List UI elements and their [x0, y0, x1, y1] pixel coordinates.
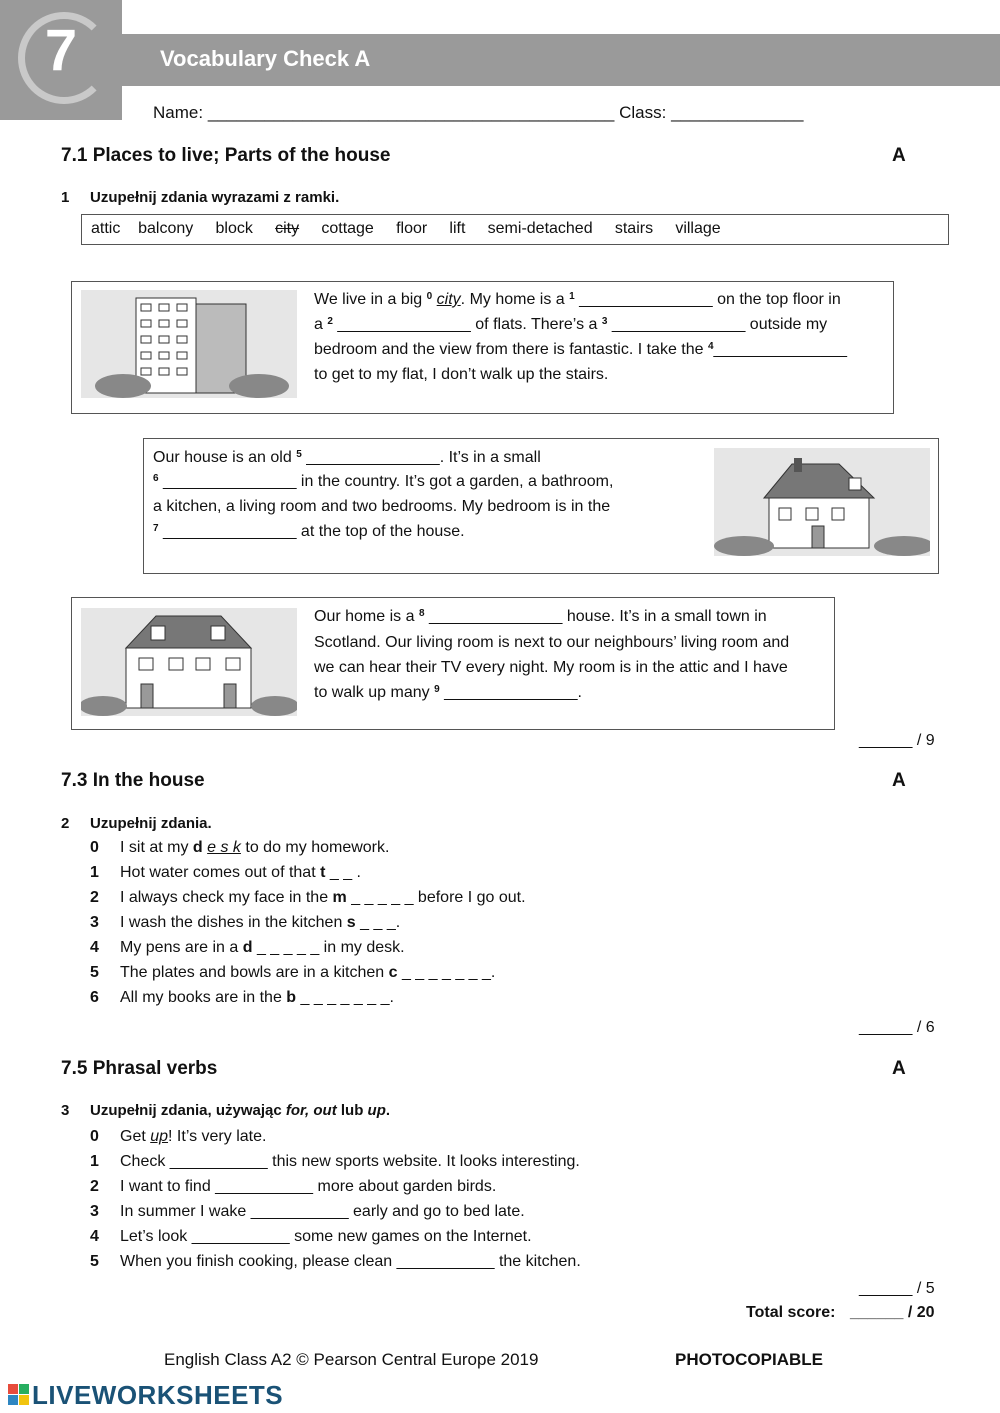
section1-version: A [892, 145, 906, 166]
answer-blank[interactable]: _ _ _ _ _ in my desk. [252, 939, 405, 956]
example-answer: city [436, 291, 461, 308]
answer-blank[interactable]: I want to find ___________ more about garden birds. [120, 1178, 497, 1195]
task3-instruction: Uzupełnij zdania, używając for, out lub up. [90, 1102, 391, 1119]
p2-line4: $^7$ _______________ at the top of the house. [153, 523, 465, 540]
word: village [675, 220, 721, 237]
list-item: 5 When you finish cooking, please clean ___________ the kitchen. [90, 1253, 581, 1270]
p1-line2: a $^2$ _______________ of flats. There’s a $^3$ _______________ outside my [314, 316, 828, 333]
unit-number: 7 [44, 18, 78, 83]
answer-blank[interactable]: Check ___________ this new sports website. It looks interesting. [120, 1153, 580, 1170]
p2-line1: Our house is an old $^5$ _______________. It’s in a small [153, 449, 541, 466]
list-item: 4 Let’s look ___________ some new games on the Internet. [90, 1228, 532, 1245]
p3-line4: to walk up many $^9$ _______________. [314, 684, 582, 701]
name-field[interactable]: ___________________________________________ [207, 103, 615, 122]
task3-number: 3 [61, 1102, 70, 1119]
answer-blank-9[interactable]: _______________. [439, 684, 582, 701]
list-item: 1 Hot water comes out of that t _ _ . [90, 864, 361, 881]
list-item: 6 All my books are in the b _ _ _ _ _ _ _. [90, 989, 394, 1006]
text-box-3 [71, 597, 835, 730]
footer-copyright: English Class A2 © Pearson Central Europe 2019 [164, 1350, 539, 1369]
block-of-flats-illustration [81, 290, 297, 398]
example-answer: up [150, 1128, 169, 1145]
section1-title: 7.1 Places to live; Parts of the house [61, 145, 391, 166]
answer-blank-8[interactable]: _______________ house. It’s in a small town in [424, 608, 767, 625]
answer-blank-1[interactable]: _______________ on the top floor in [574, 291, 841, 308]
answer-blank-5[interactable]: _______________. It’s in a small [301, 449, 541, 466]
word-box [81, 214, 949, 245]
list-item: 4 My pens are in a d _ _ _ _ _ in my desk. [90, 939, 405, 956]
task1-instruction: Uzupełnij zdania wyrazami z ramki. [90, 189, 340, 206]
section3-version: A [892, 1058, 906, 1079]
liveworksheets-brand[interactable]: LIVEWORKSHEETS [32, 1380, 284, 1410]
name-class-row [153, 103, 803, 123]
list-item: 0 I sit at my d e s k to do my homework. [90, 839, 390, 856]
word-example: city [275, 220, 300, 237]
p3-line2: Scotland. Our living room is next to our neighbours’ living room and [314, 634, 790, 651]
section3-score: ______ / 5 [859, 1280, 935, 1297]
answer-blank-2[interactable]: _______________ of flats. There’s a [332, 316, 602, 333]
list-item: 2 I always check my face in the m _ _ _ _ _ before I go out. [90, 889, 526, 906]
class-label: Class: [619, 103, 667, 122]
p1-line3: bedroom and the view from there is fantastic. I take the $^4$_______________ [314, 341, 848, 358]
answer-blank[interactable]: _ _ _. [355, 914, 401, 931]
task2-instruction: Uzupełnij zdania. [90, 815, 212, 832]
total-score-label: Total score: [746, 1304, 836, 1321]
class-field[interactable]: ______________ [671, 103, 804, 122]
word: balcony [138, 220, 194, 237]
text-box-1 [71, 281, 894, 414]
answer-blank[interactable]: In summer I wake ___________ early and go to bed late. [120, 1203, 525, 1220]
section2-score: ______ / 6 [859, 1019, 935, 1036]
name-label: Name: [153, 103, 204, 122]
answer-blank[interactable]: Let’s look ___________ some new games on the Internet. [120, 1228, 532, 1245]
text-box-2 [143, 438, 939, 574]
p2-line2: $^6$ _______________ in the country. It’s got a garden, a bathroom, [153, 473, 614, 490]
section1-score: ______ / 9 [859, 732, 935, 749]
word: cottage [321, 220, 374, 237]
answer-blank-7[interactable]: _______________ at the top of the house. [158, 523, 465, 540]
unit-badge [0, 0, 122, 120]
p1-line1: We live in a big $^0$ city. My home is a $^1$ _______________ on the top floor in [314, 291, 841, 308]
list-item: 3 In summer I wake ___________ early and go to bed late. [90, 1203, 525, 1220]
liveworksheets-logo-icon [8, 1384, 30, 1406]
p3-line1: Our home is a $^8$ _______________ house. It’s in a small town in [314, 608, 767, 625]
footer-photocopiable: PHOTOCOPIABLE [675, 1350, 823, 1369]
answer-blank[interactable]: When you finish cooking, please clean ___________ the kitchen. [120, 1253, 581, 1270]
p1-line4: to get to my flat, I don’t walk up the stairs. [314, 366, 609, 383]
word: block [215, 220, 253, 237]
answer-blank[interactable]: _ _ _ _ _ _ _. [397, 964, 496, 981]
list-item: 1 Check ___________ this new sports website. It looks interesting. [90, 1153, 580, 1170]
word: stairs [614, 220, 654, 237]
answer-blank-6[interactable]: _______________ in the country. It’s got a garden, a bathroom, [158, 473, 614, 490]
task1-number: 1 [61, 189, 70, 206]
total-score: ______ / 20 [850, 1304, 935, 1321]
word: lift [449, 220, 466, 237]
answer-blank[interactable]: _ _ _ _ _ _ _. [296, 989, 394, 1006]
p2-line3: a kitchen, a living room and two bedrooms. My bedroom is in the [153, 498, 611, 515]
answer-blank-3[interactable]: _______________ outside my [607, 316, 828, 333]
word-box-words [91, 219, 721, 239]
section3-title: 7.5 Phrasal verbs [61, 1058, 218, 1079]
section2-version: A [892, 770, 906, 791]
answer-blank-4[interactable]: _______________ [713, 341, 848, 358]
semi-detached-house-illustration [81, 608, 297, 716]
word: floor [396, 220, 428, 237]
answer-blank[interactable]: _ _ _ _ _ before I go out. [346, 889, 526, 906]
cottage-illustration [714, 448, 930, 556]
page-title: Vocabulary Check A [160, 46, 371, 71]
p3-line3: we can hear their TV every night. My room is in the attic and I have [314, 659, 788, 676]
section2-title: 7.3 In the house [61, 770, 205, 791]
answer-blank[interactable]: _ _ . [325, 864, 361, 881]
list-item: 2 I want to find ___________ more about garden birds. [90, 1178, 497, 1195]
list-item: 3 I wash the dishes in the kitchen s _ _ _. [90, 914, 401, 931]
title-bar [122, 34, 1000, 86]
task2-number: 2 [61, 815, 70, 832]
list-item: 5 The plates and bowls are in a kitchen c _ _ _ _ _ _ _. [90, 964, 496, 981]
word: semi-detached [487, 220, 593, 237]
word: attic [91, 220, 121, 237]
list-item: 0 Get up! It’s very late. [90, 1128, 267, 1145]
example-answer: e s k [207, 839, 241, 856]
